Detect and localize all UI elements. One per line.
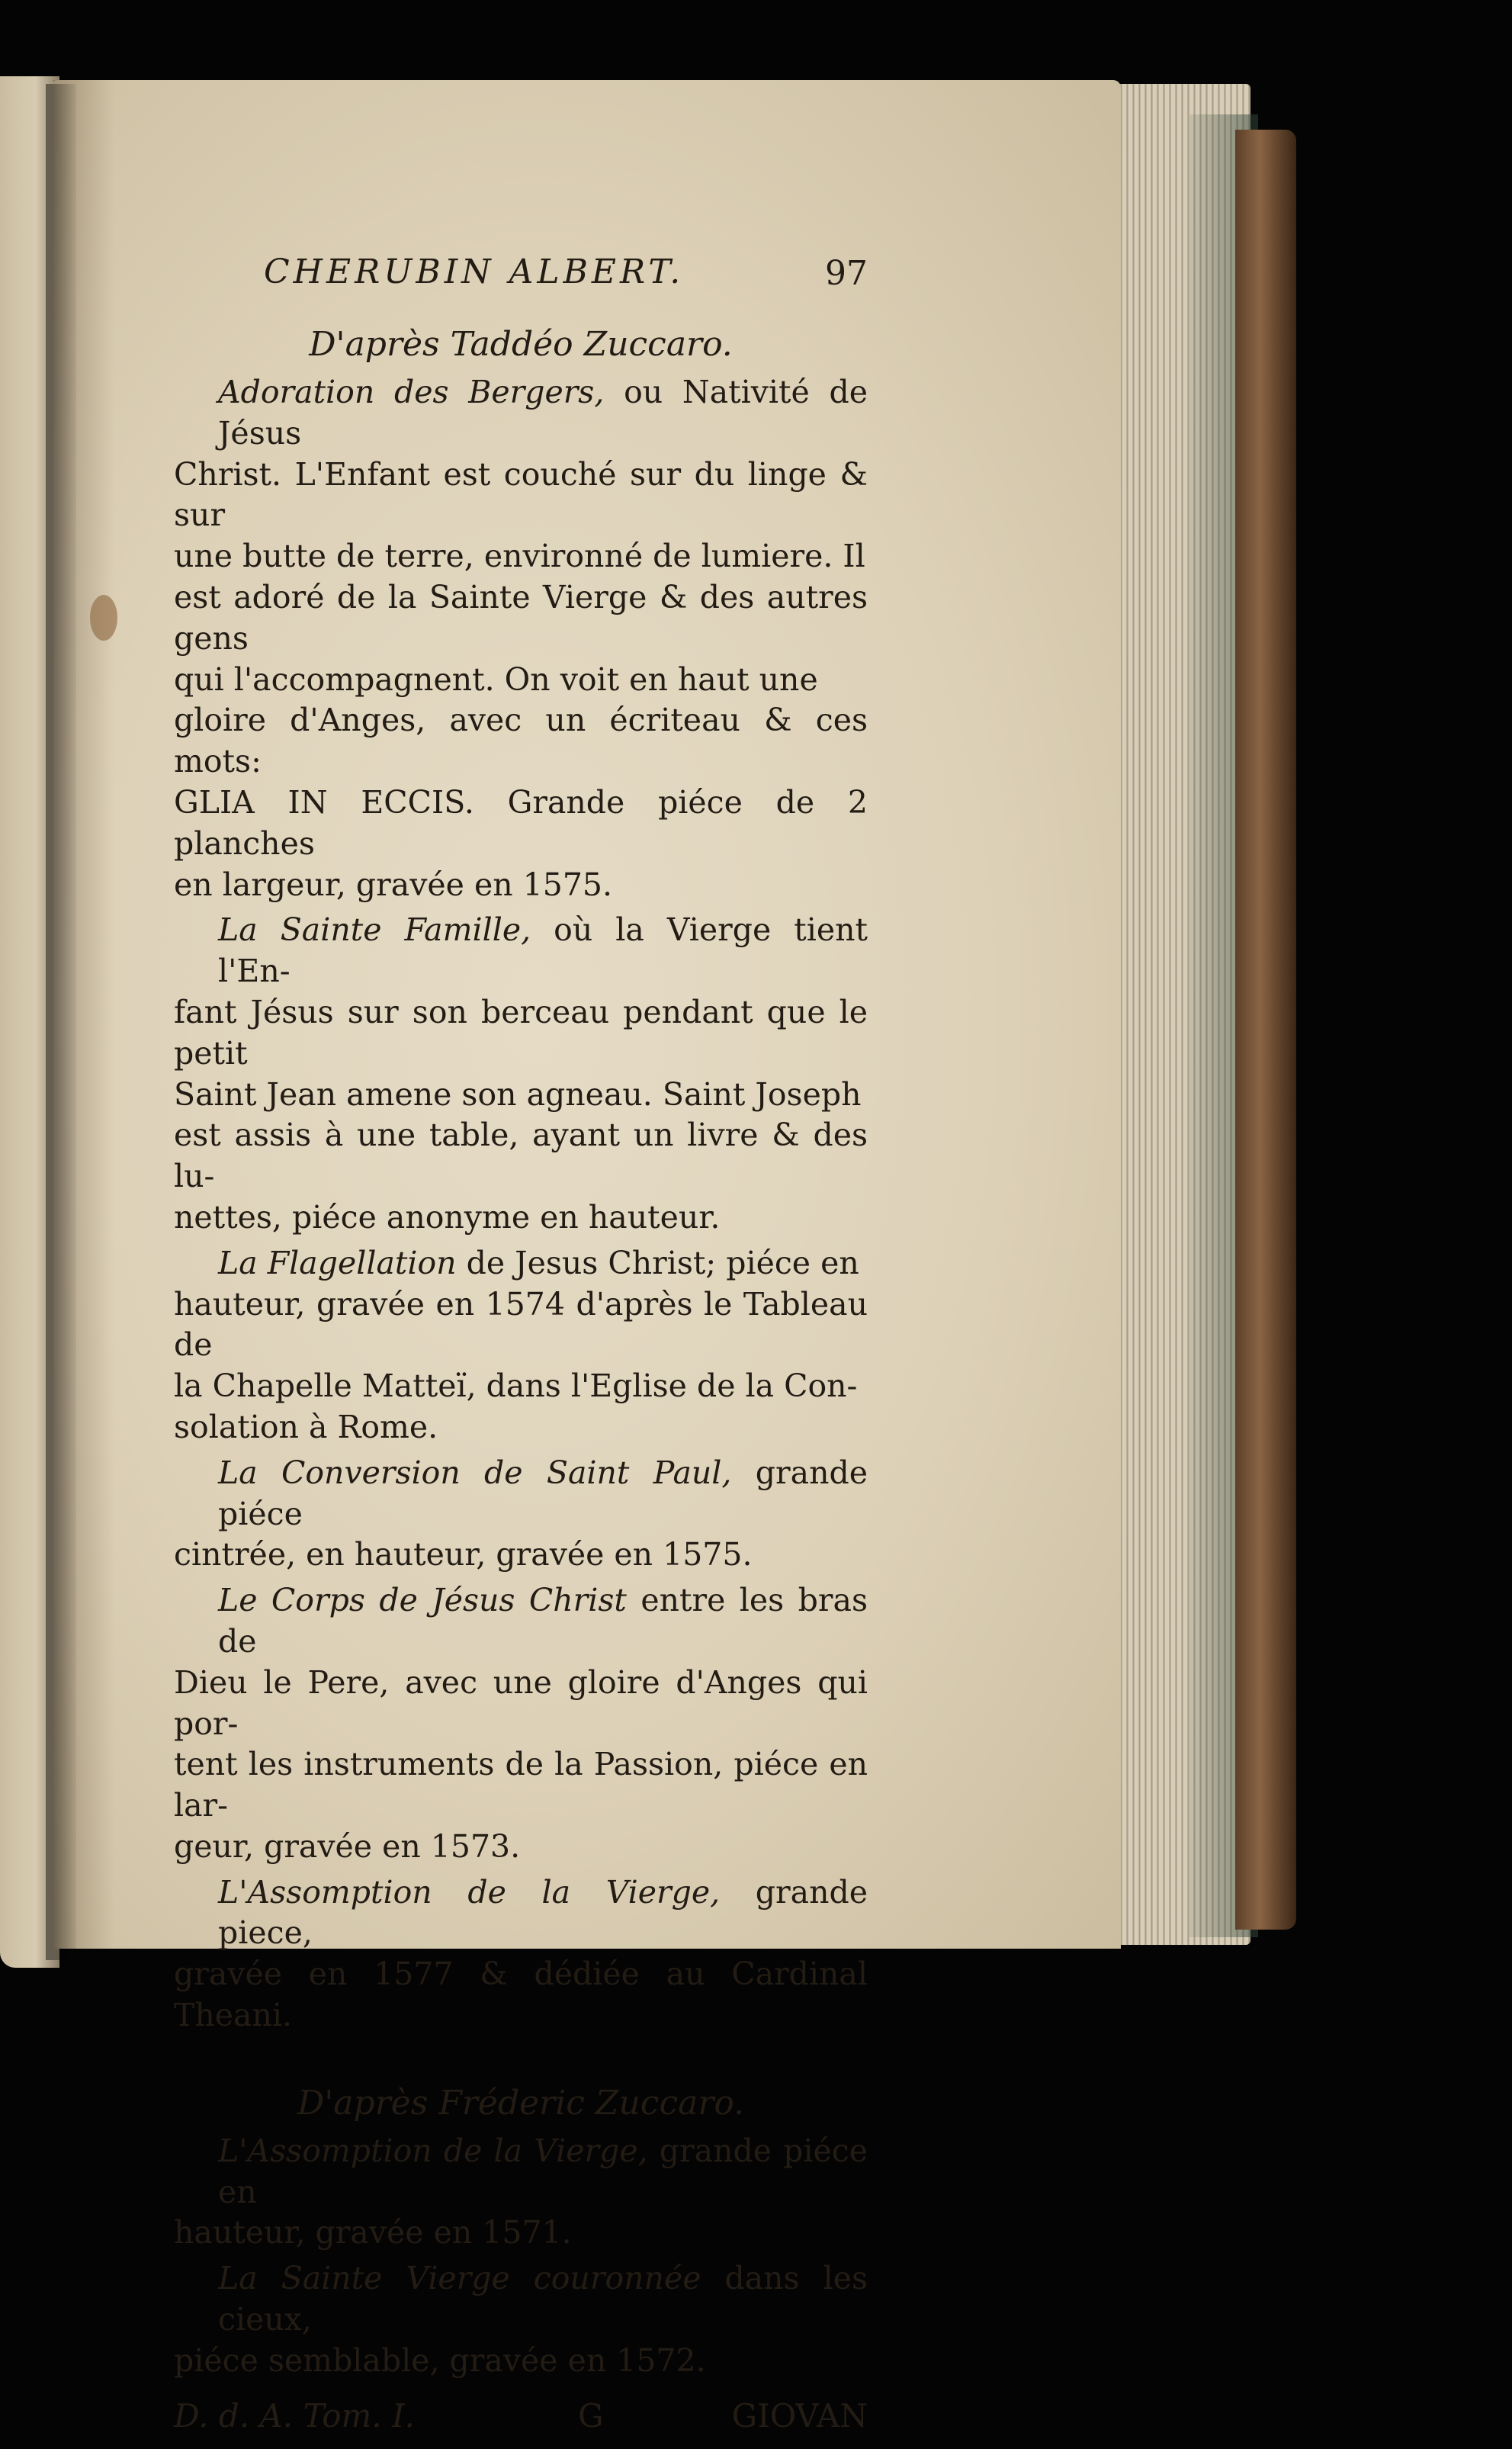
catalogue-entry	[174, 910, 868, 1238]
entry-text: fant Jésus sur son berceau pendant que le petit	[174, 993, 868, 1072]
sections	[174, 320, 868, 2382]
entry-text: est assis à une table, ayant un livre & des lu-	[174, 1117, 868, 1195]
page-text	[174, 252, 868, 2449]
gathering-mark: G	[578, 2396, 604, 2435]
entry-line	[174, 577, 868, 660]
entry-text: ou Nativité de Jésus	[218, 374, 868, 452]
entry-text: de Jesus Christ; piéce en	[456, 1244, 859, 1281]
catalogue-entry	[174, 372, 868, 905]
entry-text: la Chapelle Matteï, dans l'Eglise de la Con-	[174, 1368, 858, 1405]
page-footer	[174, 2396, 868, 2449]
catalogue-entry	[174, 2258, 868, 2381]
entry-text: GLIA IN ECCIS. Grande piéce de 2 planches	[174, 783, 868, 862]
entry-title: L'Assomption de la Vierge,	[218, 1873, 721, 1911]
catalogue-entry	[174, 1872, 868, 2036]
section-heading: D'après Fréderic Zuccaro.	[297, 2083, 745, 2123]
entry-line	[174, 455, 868, 537]
entry-line	[174, 1954, 868, 2036]
entry-text: Saint Jean amene son agneau. Saint Joseph	[174, 1075, 862, 1113]
entry-text: une butte de terre, environné de lumiere. Il	[174, 538, 865, 575]
entry-line	[174, 2131, 868, 2213]
entry-line	[174, 783, 868, 865]
entry-line	[174, 1407, 868, 1448]
entry-line	[174, 660, 868, 701]
entry-text: Christ. L'Enfant est couché sur du linge & sur	[174, 455, 868, 534]
entry-line	[174, 1115, 868, 1197]
gutter	[46, 84, 76, 1960]
entry-title: La Sainte Vierge couronnée	[218, 2260, 701, 2297]
entry-title: L'Assomption de la Vierge,	[218, 2132, 648, 2169]
entry-line	[174, 1197, 868, 1239]
entry-text: piéce semblable, gravée en 1572.	[174, 2341, 706, 2379]
catalogue-entry	[174, 1453, 868, 1576]
page-header	[174, 252, 868, 320]
entry-title: La Sainte Famille,	[218, 911, 531, 949]
entry-text: grande piece,	[218, 1873, 868, 1952]
entry-text: gloire d'Anges, avec un écriteau & ces mots:	[174, 702, 868, 780]
running-title: CHERUBIN ALBERT.	[264, 252, 685, 291]
entry-line	[174, 1453, 868, 1535]
entry-title: Adoration des Bergers,	[218, 374, 605, 410]
entry-text: entre les bras de	[218, 1582, 868, 1660]
entry-line	[174, 1872, 868, 1955]
catalogue-entry	[174, 1243, 868, 1448]
entry-text: gravée en 1577 & dédiée au Cardinal Theani.	[174, 1956, 868, 2034]
entry-title: La Flagellation	[218, 1244, 457, 1281]
entry-line	[174, 1243, 868, 1284]
entry-line	[174, 992, 868, 1075]
entry-line	[174, 2341, 868, 2382]
entry-line	[174, 2258, 868, 2341]
entry-line	[174, 1580, 868, 1663]
entry-line	[174, 1827, 868, 1868]
entry-line	[174, 536, 868, 577]
entry-line	[174, 372, 868, 455]
book-cover	[1235, 130, 1296, 1930]
entry-title: La Conversion de Saint Paul,	[218, 1454, 732, 1491]
entry-line	[174, 1366, 868, 1407]
entry-text: est adoré de la Sainte Vierge & des autres gens	[174, 578, 868, 657]
entry-text: solation à Rome.	[174, 1408, 438, 1445]
entry-line	[174, 1075, 868, 1116]
entry-text: en largeur, gravée en 1575.	[174, 866, 613, 903]
entry-text: grande piéce	[218, 1454, 868, 1532]
entry-text: hauteur, gravée en 1574 d'après le Tableau de	[174, 1285, 868, 1364]
entry-text: dans les cieux,	[218, 2260, 868, 2338]
signature-mark: D. d. A. Tom. I.	[174, 2396, 416, 2435]
entry-line	[174, 1284, 868, 1367]
entry-title: Le Corps de Jésus Christ	[218, 1582, 627, 1619]
catalogue-entry	[174, 1580, 868, 1868]
entry-line	[174, 865, 868, 906]
entry-text: où la Vierge tient l'En-	[218, 911, 868, 990]
entry-text: qui l'accompagnent. On voit en haut une	[174, 660, 818, 698]
entry-text: cintrée, en hauteur, gravée en 1575.	[174, 1536, 753, 1573]
entry-text: Dieu le Pere, avec une gloire d'Anges qui por-	[174, 1663, 868, 1742]
entry-line	[174, 1744, 868, 1827]
entry-text: grande piéce en	[218, 2132, 868, 2210]
entry-line	[174, 1663, 868, 1745]
section-heading: D'après Taddéo Zuccaro.	[309, 325, 733, 364]
entry-line	[174, 700, 868, 783]
entry-text: hauteur, gravée en 1571.	[174, 2214, 572, 2251]
ink-stain	[90, 595, 117, 641]
entry-line	[174, 910, 868, 992]
entry-line	[174, 2213, 868, 2254]
catalogue-entry	[174, 2131, 868, 2254]
entry-text: nettes, piéce anonyme en hauteur.	[174, 1198, 721, 1236]
entry-text: geur, gravée en 1573.	[174, 1827, 521, 1865]
entry-text: tent les instruments de la Passion, piéce en lar-	[174, 1746, 868, 1824]
catchword: GIOVAN	[731, 2396, 868, 2435]
entry-line	[174, 1535, 868, 1576]
page-number: 97	[825, 254, 868, 293]
